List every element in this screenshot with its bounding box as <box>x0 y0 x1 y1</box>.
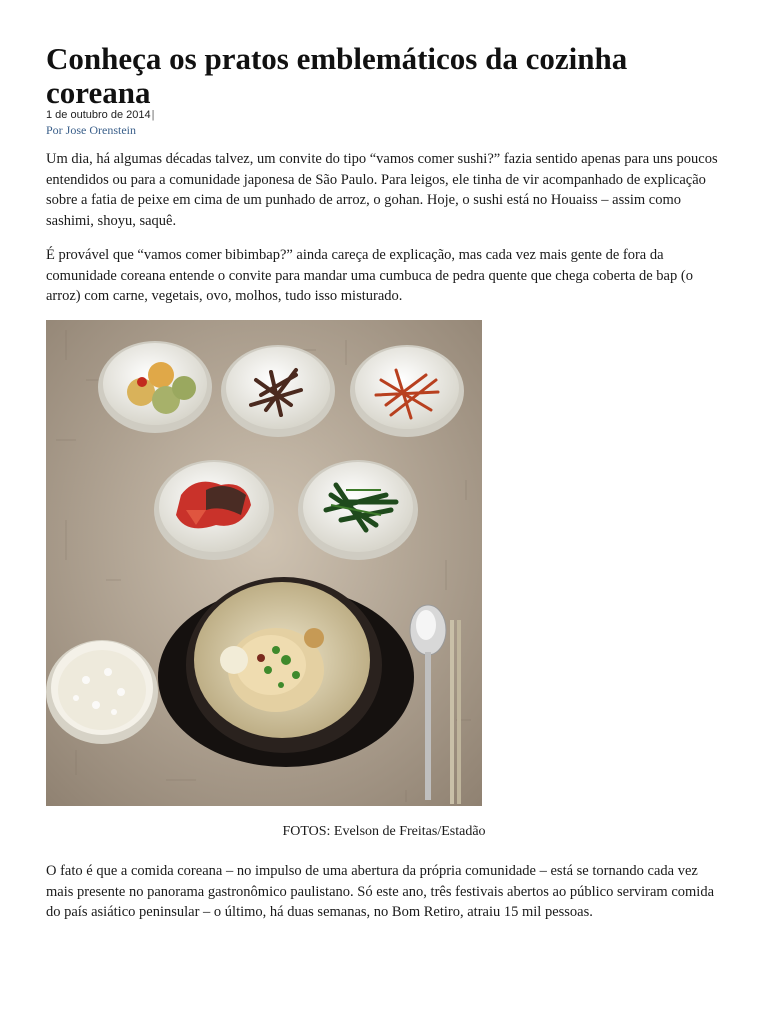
article-meta <box>46 108 154 122</box>
korean-food-photo <box>46 320 482 806</box>
side-dish-3 <box>350 345 464 437</box>
date-separator: | <box>151 109 155 121</box>
article-title: Conheça os pratos emblemáticos da cozinha coreana <box>46 41 628 110</box>
article-paragraph-3: O fato é que a comida coreana – no impulso de uma abertura da própria comunidade – está se tornando cada vez mais presente no panorama gastronômico paulistano. Só este ano, três festivais abertos ao público serviram comida do país asiático peninsular – o último, há duas semanas, no Bom Retiro, atraiu 15 mil pessoas. <box>46 863 715 920</box>
article-paragraph-1: Um dia, há algumas décadas talvez, um convite do tipo “vamos comer sushi?” fazia sentido apenas para uns poucos entendidos ou para a comunidade japonesa de São Paulo. Para leigos, ele tinha de vir acompanhado de explicação sobre a fatia de peixe em cima de um punhado de arroz, o gohan. Hoje, o sushi está no Houaiss – assim como sashimi, shoyu, saquê. <box>46 151 718 229</box>
side-dish-1 <box>98 341 212 433</box>
photo-caption: FOTOS: Evelson de Freitas/Estadão <box>282 824 486 839</box>
publish-date: 1 de outubro de 2014 <box>46 109 151 121</box>
author-byline[interactable]: Por Jose Orenstein <box>46 123 136 137</box>
side-dish-5 <box>298 460 418 560</box>
side-dish-2 <box>221 345 335 437</box>
article-paragraph-2: É provável que “vamos comer bibimbap?” ainda careça de explicação, mas cada vez mais gente de fora da comunidade coreana entende o convite para mandar uma cumbuca de pedra quente que chega coberta de bap (o arroz) com carne, vegetais, ovo, molhos, tudo isso misturado. <box>46 247 693 304</box>
side-dish-4 <box>154 460 274 560</box>
rice-bowl <box>46 640 158 744</box>
